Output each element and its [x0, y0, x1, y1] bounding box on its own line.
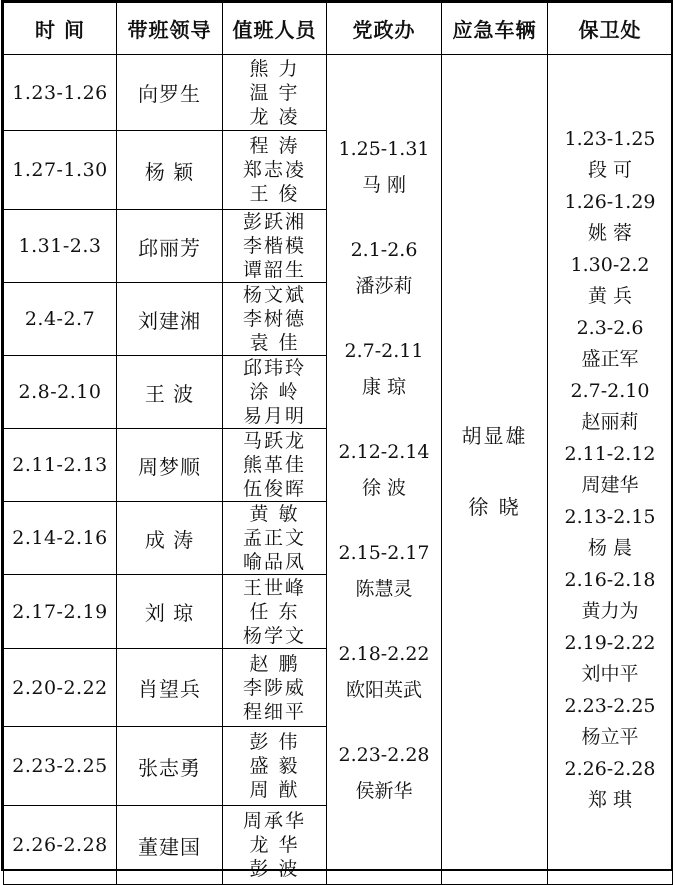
duty-person: 邱玮玲	[242, 357, 306, 379]
security-name: 黄力为	[581, 599, 639, 622]
security-entry	[548, 564, 672, 627]
duty-person: 王世峰	[242, 576, 306, 599]
security-entry	[548, 375, 672, 438]
party-office-dates: 2.23-2.28	[338, 743, 430, 766]
party-office-dates: 2.15-2.17	[338, 541, 430, 564]
header-row	[4, 3, 673, 55]
security-dates: 1.23-1.25	[564, 127, 656, 150]
row-duty-staff	[223, 283, 327, 356]
security-entry	[548, 186, 672, 249]
party-office-dates: 2.12-2.14	[338, 440, 430, 463]
security-dates: 2.13-2.15	[564, 505, 656, 528]
duty-person: 王 俊	[249, 183, 300, 205]
party-office-name: 欧阳英武	[345, 678, 422, 701]
duty-person: 李陟威	[242, 676, 306, 699]
duty-person: 黄 敏	[249, 503, 300, 525]
duty-person: 温 宇	[249, 81, 300, 104]
security-name: 姚 蓉	[587, 221, 633, 244]
security-dates: 2.19-2.22	[564, 631, 656, 654]
party-office-entry	[327, 419, 441, 520]
security-name: 段 可	[587, 158, 633, 181]
duty-person: 马跃龙	[242, 430, 306, 452]
row-duty-staff	[223, 55, 327, 131]
row-leader: 肖望兵	[117, 649, 223, 727]
security-dates: 1.30-2.2	[570, 253, 650, 276]
roster-body	[4, 55, 673, 885]
emergency-vehicle-column	[442, 55, 548, 885]
row-leader: 董建国	[117, 806, 223, 885]
party-office-entry	[327, 722, 441, 823]
row-duty-staff	[223, 806, 327, 885]
party-office-column	[327, 55, 442, 885]
header-emergency-vehicle: 应急车辆	[442, 3, 548, 55]
row-leader: 张志勇	[117, 727, 223, 806]
row-date: 1.23-1.26	[4, 55, 117, 131]
security-entry	[548, 312, 672, 375]
header-party-office: 党政办	[327, 3, 442, 55]
security-name: 盛正军	[581, 347, 639, 370]
row-date: 2.23-2.25	[4, 727, 117, 806]
security-name: 刘中平	[581, 662, 639, 685]
security-entry	[548, 627, 672, 690]
security-dates: 1.26-1.29	[564, 190, 656, 213]
row-duty-staff	[223, 727, 327, 806]
security-entry	[548, 438, 672, 501]
duty-person: 周承华	[242, 810, 306, 832]
security-name: 赵丽莉	[581, 410, 639, 433]
party-office-name: 徐 波	[361, 476, 407, 499]
security-name: 周建华	[581, 473, 639, 496]
duty-person: 程 涛	[249, 135, 300, 157]
duty-person: 熊革佳	[242, 454, 306, 476]
row-date: 2.8-2.10	[4, 356, 117, 429]
party-office-name: 侯新华	[355, 779, 413, 802]
row-duty-staff	[223, 131, 327, 210]
row-date: 2.4-2.7	[4, 283, 117, 356]
security-name: 黄 兵	[587, 284, 633, 307]
party-office-entry	[327, 520, 441, 621]
row-duty-staff	[223, 210, 327, 283]
duty-person: 彭 伟	[249, 731, 300, 753]
duty-person: 涂 岭	[249, 381, 300, 403]
duty-person: 龙 华	[249, 834, 300, 856]
security-entry	[548, 690, 672, 753]
security-entry	[548, 249, 672, 312]
party-office-entry	[327, 217, 441, 318]
duty-person: 袁 佳	[249, 332, 300, 354]
duty-person: 郑志凌	[242, 159, 306, 181]
security-dates: 2.11-2.12	[564, 442, 656, 465]
row-leader: 刘建湘	[117, 283, 223, 356]
row-leader: 周梦顺	[117, 429, 223, 502]
duty-person: 孟正文	[242, 527, 306, 549]
duty-person: 龙 凌	[249, 105, 300, 128]
duty-person: 任 东	[249, 600, 300, 623]
duty-person: 熊 力	[249, 57, 300, 80]
row-date: 2.17-2.19	[4, 575, 117, 649]
row-duty-staff	[223, 429, 327, 502]
header-time: 时 间	[4, 3, 117, 55]
security-dates: 2.26-2.28	[564, 757, 656, 780]
party-office-dates: 2.18-2.22	[338, 642, 430, 665]
security-dates: 2.23-2.25	[564, 694, 656, 717]
row-leader: 邱丽芳	[117, 210, 223, 283]
vehicle-driver: 胡显雄	[461, 423, 528, 448]
duty-person: 彭跃湘	[242, 211, 306, 233]
row-leader: 刘 琼	[117, 575, 223, 649]
header-security: 保卫处	[548, 3, 673, 55]
duty-roster-table	[3, 2, 673, 885]
party-office-entry	[327, 116, 441, 217]
duty-person: 李树德	[242, 308, 306, 330]
party-office-name: 潘莎莉	[355, 274, 413, 297]
security-entry	[548, 753, 672, 816]
duty-person: 彭 波	[249, 858, 300, 880]
party-office-entry	[327, 621, 441, 722]
duty-person: 周 猷	[249, 779, 300, 801]
duty-person: 李楷模	[242, 235, 306, 257]
table-row	[4, 55, 673, 131]
security-entry	[548, 501, 672, 564]
party-office-dates: 2.7-2.11	[344, 339, 424, 362]
duty-person: 赵 鹏	[249, 652, 300, 675]
party-office-name: 康 琼	[361, 375, 407, 398]
duty-person: 杨文斌	[242, 284, 306, 306]
duty-person: 喻品凤	[242, 551, 306, 573]
header-leader: 带班领导	[117, 3, 223, 55]
row-date: 2.26-2.28	[4, 806, 117, 885]
party-office-dates: 2.1-2.6	[350, 238, 418, 261]
security-dates: 2.3-2.6	[576, 316, 644, 339]
row-leader: 杨 颖	[117, 131, 223, 210]
party-office-name: 陈慧灵	[355, 577, 413, 600]
security-dates: 2.16-2.18	[564, 568, 656, 591]
row-duty-staff	[223, 575, 327, 649]
row-leader: 成 涛	[117, 502, 223, 575]
row-leader: 向罗生	[117, 55, 223, 131]
duty-person: 程细平	[242, 700, 306, 723]
security-dates: 2.7-2.10	[570, 379, 650, 402]
security-name: 杨立平	[581, 725, 639, 748]
row-duty-staff	[223, 649, 327, 727]
row-leader: 王 波	[117, 356, 223, 429]
security-name: 杨 晨	[587, 536, 633, 559]
duty-person: 杨学文	[242, 624, 306, 647]
duty-person: 盛 毅	[249, 755, 300, 777]
vehicle-driver: 徐 晓	[468, 494, 521, 519]
row-date: 1.27-1.30	[4, 131, 117, 210]
row-date: 2.11-2.13	[4, 429, 117, 502]
row-date: 2.14-2.16	[4, 502, 117, 575]
row-date: 1.31-2.3	[4, 210, 117, 283]
party-office-dates: 1.25-1.31	[338, 137, 430, 160]
row-duty-staff	[223, 356, 327, 429]
security-column	[548, 55, 673, 885]
security-entry	[548, 123, 672, 186]
duty-person: 谭韶生	[242, 259, 306, 281]
header-duty-staff: 值班人员	[223, 3, 327, 55]
party-office-name: 马 刚	[361, 173, 407, 196]
party-office-entry	[327, 318, 441, 419]
row-duty-staff	[223, 502, 327, 575]
duty-person: 伍俊晖	[242, 478, 306, 500]
row-date: 2.20-2.22	[4, 649, 117, 727]
security-name: 郑 琪	[587, 788, 633, 811]
duty-person: 易月明	[242, 405, 306, 427]
